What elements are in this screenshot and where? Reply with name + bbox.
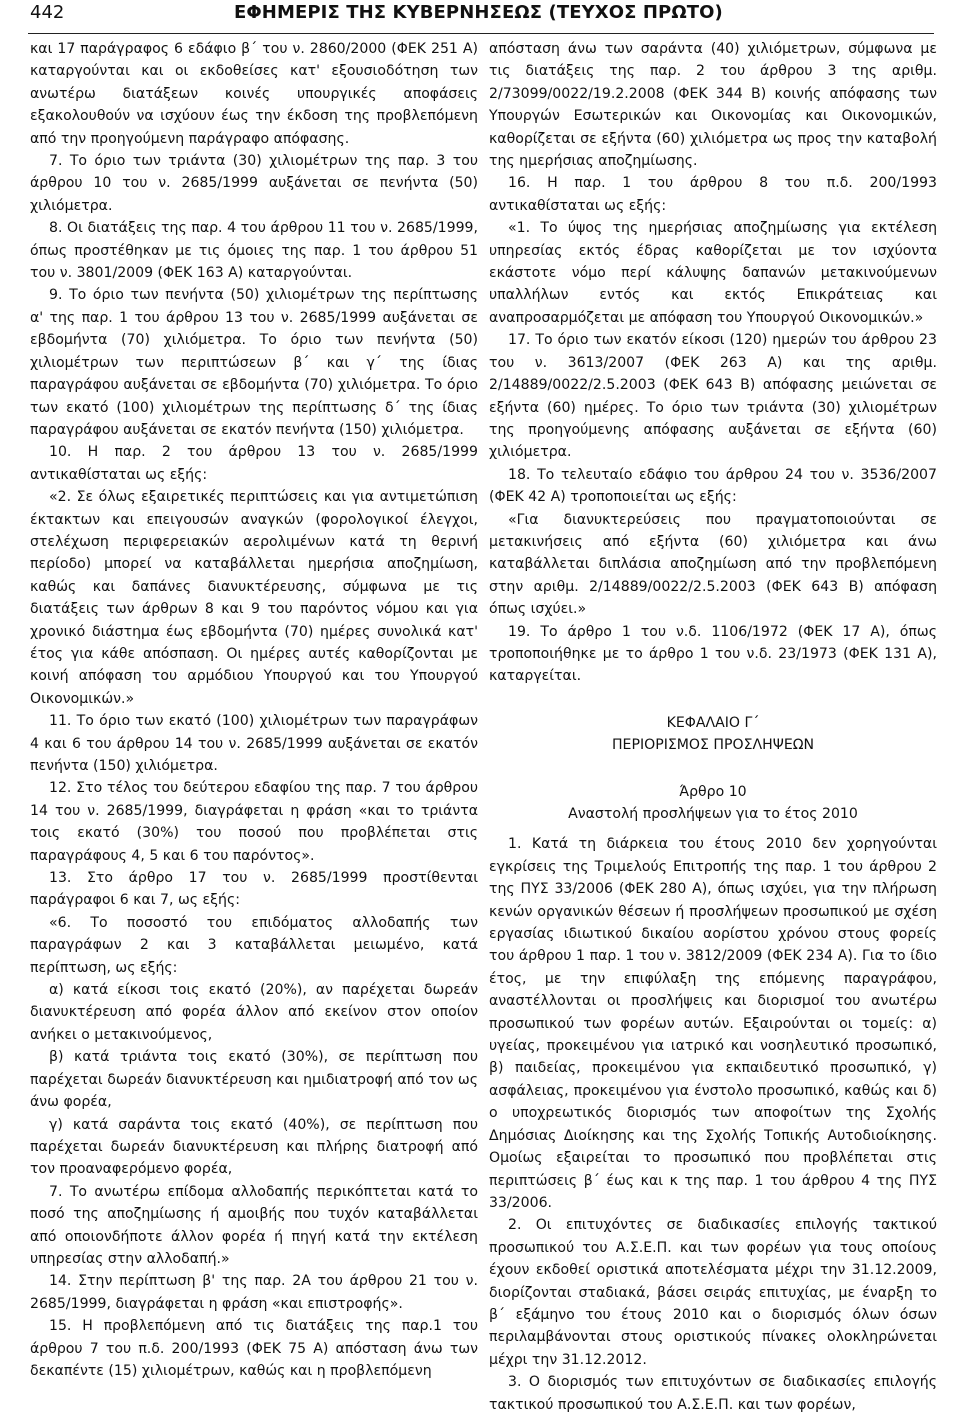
paragraph: 8. Οι διατάξεις της παρ. 4 του άρθρου 11 του ν. 2685/1999, όπως προστέθηκαν με τις όμοιες της παρ. 1 του άρθρου 51 του ν. 3801/2009 (ΦΕΚ 163 Α) καταργούνται. [30,220,478,282]
paragraph: 18. Το τελευταίο εδάφιο του άρθρου 24 του ν. 3536/2007 (ΦΕΚ 42 Α) τροποποιείται ως εξής: [489,466,937,506]
paragraph: 14. Στην περίπτωση β' της παρ. 2Α του άρθρου 21 του ν. 2685/1999, διαγράφεται η φράση «και επιστροφής». [30,1273,478,1312]
paragraph: 17. Το όριο των εκατόν είκοσι (120) ημερών του άρθρου 23 του ν. 3613/2007 (ΦΕΚ 263 Α) και της αριθμ. 2/14889/0022/2.5.2003 (ΦΕΚ 643 Β) απόφασης μειώνεται σε εξήντα (60) ημέρες. Το όριο των τριάντα (30) χιλιομέτρων της προηγούμενης απόφασης αυξάνεται σε εξήντα (60) χιλιόμετρα. [489,332,937,461]
paragraph: 19. Το άρθρο 1 του ν.δ. 1106/1972 (ΦΕΚ 17 Α), όπως τροποποιήθηκε με το άρθρο 1 του ν.δ. 23/1973 (ΦΕΚ 131 Α), καταργείται. [489,623,937,685]
paragraph: «1. Το ύψος της ημερήσιας αποζημίωσης για εκτέλεση υπηρεσίας εκτός έδρας καθορίζεται με τον ισχύοντα εκάστοτε νόμο περί κάλυψης δαπανών μετακινούμενων υπαλλήλων εντός και εκτός Επικράτειας και αναπροσαρμόζεται με απόφαση του Υπουργού Οικονομικών.» [489,220,937,326]
paragraph: γ) κατά σαράντα τοις εκατό (40%), σε περίπτωση που παρέχεται δωρεάν διανυκτέρευση και πλήρης διατροφή από τον προαναφερόμενο φορέα, [30,1116,478,1178]
paragraph: «Για διανυκτερεύσεις που πραγματοποιούνται σε μετακινήσεις από εξήντα (60) χιλιόμετρα και άνω καταβάλλεται διπλάσια αποζημίωση από την προβλεπόμενη στην αριθμ. 2/14889/0022/2.5.2003 (ΦΕΚ 643 Β) απόφαση όπως ισχύει.» [489,511,937,618]
paragraph: 10. Η παρ. 2 του άρθρου 13 του ν. 2685/1999 αντικαθίσταται ως εξής: [30,444,478,483]
left-column [30,38,478,1420]
paragraph: και 17 παράγραφος 6 εδάφιο β΄ του ν. 2860/2000 (ΦΕΚ 251 Α) καταργούνται και οι εκδοθείσες κατ' εξουσιοδότηση των ανωτέρω διατάξεων κοινές υπουργικές αποφάσεις εξακολουθούν να ισχύουν έως την έκδοση της προβλεπόμενη από την προηγούμενη παράγραφο απόφασης. [30,41,478,147]
paragraph: «6. Το ποσοστό του επιδόματος αλλοδαπής των παραγράφων 2 και 3 καταβάλλεται μειωμένο, κατά περίπτωση, ως εξής: [30,914,478,976]
paragraph: 2. Οι επιτυχόντες σε διαδικασίες επιλογής τακτικού προσωπικού του Α.Σ.Ε.Π. και των φορέων για τους οποίους έχουν εκδοθεί οριστικά αποτελέσματα μέχρι την 31.12.2009, διορίζονται σταδιακά, βάσει σειράς επιτυχίας, με έναρξη το β΄ εξάμηνο του έτους 2010 και ο διορισμός όλων όσων περιλαμβάνονται στους οριστικούς πίνακες ολοκληρώνεται μέχρι την 31.12.2012. [489,1217,937,1368]
paragraph: 7. Το όριο των τριάντα (30) χιλιομέτρων της παρ. 3 του άρθρου 10 του ν. 2685/1999 αυξάνεται σε πενήντα (50) χιλιόμετρα. [30,153,478,214]
paragraph: 3. Ο διορισμός των επιτυχόντων σε διαδικασίες επιλογής τακτικού προσωπικού του Α.Σ.Ε.Π. και των φορέων, [489,1374,937,1413]
paragraph: απόσταση άνω των σαράντα (40) χιλιόμετρων, σύμφωνα με τις διατάξεις της παρ. 2 του άρθρου 3 της αριθμ. 2/73099/0022/19.2.2008 (ΦΕΚ 344 Β) κοινής απόφασης των Υπουργών Εσωτερικών και Οικονομίας και Οικονομικών, καθορίζεται σε εξήντα (60) χιλιόμετρα ως προς την καταβολή της ημερήσιας αποζημίωσης. [489,41,937,170]
page-header [0,0,960,36]
chapter-title: ΠΕΡΙΟΡΙΣΜΟΣ ΠΡΟΣΛΗΨΕΩΝ [611,737,815,754]
article-title: Αναστολή προσλήψεων για το έτος 2010 [568,806,858,822]
paragraph: «2. Σε όλως εξαιρετικές περιπτώσεις και για αντιμετώπιση έκτακτων και επειγουσών αναγκών (φορολογικοί έλεγχοι, στελέχωση περιφερειακών αερολιμένων κατά τη θερινή περίοδο) μπορεί να καταβάλλεται ημερήσια αποζημίωση, καθώς και δαπάνες διανυκτέρευσης, σύμφωνα με τις διατάξεις των άρθρων 8 και 9 του παρόντος νόμου και για χρονικό διάστημα έως εβδομήντα (70) ημέρες συνολικά κατ' έτος για κάθε απόσπαση. Οι ημέρες αυτές καθορίζονται με κοινή απόφαση του αρμόδιου Υπουργού και του Υπουργού Οικονομικών.» [30,489,478,707]
paragraph: 15. Η προβλεπόμενη από τις διατάξεις της παρ.1 του άρθρου 7 του π.δ. 200/1993 (ΦΕΚ 75 Α) απόσταση άνω των δεκαπέντε (15) χιλιομέτρων, καθώς και η προβλεπόμενη [30,1318,478,1379]
article-label: Άρθρο 10 [679,783,747,800]
right-column [489,38,937,1420]
header-divider [28,33,934,34]
paragraph: 1. Κατά τη διάρκεια του έτους 2010 δεν χορηγούνται εγκρίσεις της Τριμελούς Επιτροπής της παρ. 1 του άρθρου 2 της ΠΥΣ 33/2006 (ΦΕΚ 280 Α), όπως ισχύει, για την πλήρωση κενών οργανικών θέσεων ή προσλήψεων προσωπικού με σχέση εργασίας ιδιωτικού δικαίου αορίστου χρόνου στους φορείς του άρθρου 1 παρ. 1 του ν. 3812/2009 (ΦΕΚ 234 Α). Για το ίδιο έτος, με την επιφύλαξη της επόμενης παραγράφου, αναστέλλονται οι προσλήψεις και διορισμοί του ανωτέρω προσωπικού των φορέων αυτών. Εξαιρούνται οι τομείς: α) υγείας, προκειμένου για ιατρικό και νοσηλευτικό προσωπικό, β) παιδείας, προκειμένου για εκπαιδευτικό προσωπικό, γ) ασφάλειας, προκειμένου για ένστολο προσωπικό, καθώς και δ) ο υποχρεωτικός διορισμός των αποφοίτων της Σχολής Δημόσιας Διοίκησης και της Σχολής Τοπικής Αυτοδιοίκησης. Ομοίως εξαιρείται το προσωπικό που προβλέπεται στις περιπτώσεις β΄ έως και κ της παρ. 1 του άρθρου 4 της ΠΥΣ 33/2006. [489,836,937,1211]
paragraph: 12. Στο τέλος του δεύτερου εδαφίου της παρ. 7 του άρθρου 14 του ν. 2685/1999, διαγράφεται η φράση «και το τριάντα τοις εκατό (30%) του ποσού που προβλέπεται στις παραγράφους 4, 5 και 6 του παρόντος». [30,780,478,864]
paragraph: 13. Στο άρθρο 17 του ν. 2685/1999 προστίθενται παράγραφοι 6 και 7, ως εξής: [30,870,478,909]
paragraph: 16. Η παρ. 1 του άρθρου 8 του π.δ. 200/1993 αντικαθίσταται ως εξής: [489,175,937,214]
chapter-label: ΚΕΦΑΛΑΙΟ Γ΄ [666,714,760,731]
paragraph: α) κατά είκοσι τοις εκατό (20%), αν παρέχεται δωρεάν διανυκτέρευση από φορέα άλλον από εκείνον στον οποίον ανήκει ο μετακινούμενος, [30,982,478,1043]
journal-title: ΕΦΗΜΕΡΙΣ ΤΗΣ ΚΥΒΕΡΝΗΣΕΩΣ (ΤΕΥΧΟΣ ΠΡΩΤΟ) [234,2,723,23]
paragraph: 11. Το όριο των εκατό (100) χιλιομέτρων των παραγράφων 4 και 6 του άρθρου 14 του ν. 2685/1999 αυξάνεται σε εκατόν πενήντα (150) χιλιόμετρα. [30,713,478,774]
paragraph: 7. Το ανωτέρω επίδομα αλλοδαπής περικόπτεται κατά το ποσό της αποζημίωσης ή αμοιβής που τυχόν καταβάλλεται από οποιονδήποτε άλλον φορέα ή πηγή κατά την εκτέλεση υπηρεσίας στην αλλοδαπή.» [30,1183,478,1267]
page-number: 442 [30,2,65,23]
paragraph: 9. Το όριο των πενήντα (50) χιλιομέτρων της περίπτωσης α' της παρ. 1 του άρθρου 13 του ν. 2685/1999 αυξάνεται σε εβδομήντα (70) χιλιόμετρα. Το όριο των πενήντα (50) χιλιομέτρων των περιπτώσεων β΄ και γ΄ της ίδιας παραγράφου αυξάνεται σε εβδομήντα (70) χιλιόμετρα. Το όριο των εκατό (100) χιλιομέτρων της περίπτωσης δ΄ της ίδιας παραγράφου αυξάνεται σε εκατόν πενήντα (150) χιλιόμετρα. [30,287,478,438]
paragraph: β) κατά τριάντα τοις εκατό (30%), σε περίπτωση που παρέχεται δωρεάν διανυκτέρευση και ημιδιατροφή από τον ως άνω φορέα, [30,1049,478,1111]
